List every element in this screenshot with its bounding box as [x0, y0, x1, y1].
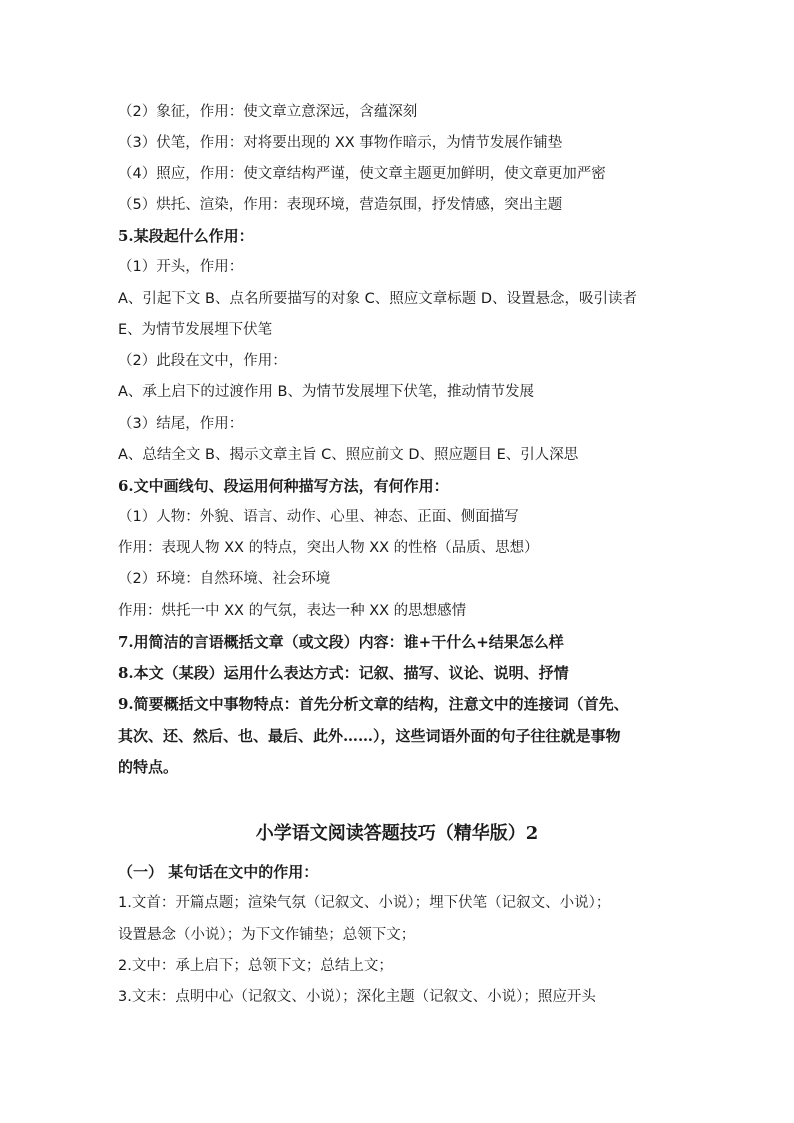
text-line: 作用：烘托一中 XX 的气氛，表达一种 XX 的思想感情	[118, 603, 467, 619]
text-line: A、引起下文 B、点名所要描写的对象 C、照应文章标题 D、设置悬念，吸引读者	[118, 291, 637, 307]
section-heading: 6.文中画线句、段运用何种描写方法，有何作用：	[118, 477, 449, 495]
text-line: （2）象征，作用：使文章立意深远，含蕴深刻	[118, 104, 418, 120]
text-line: 作用：表现人物 XX 的特点，突出人物 XX 的性格（品质、思想）	[118, 540, 539, 556]
text-line: 1.文首：开篇点题；渲染气氛（记叙文、小说）；埋下伏笔（记叙文、小说）；	[118, 895, 611, 911]
text-line: （4）照应，作用：使文章结构严谨，使文章主题更加鲜明，使文章更加严密	[118, 166, 606, 182]
section-heading: 8.本文（某段）运用什么表达方式：记叙、描写、议论、说明、抒情	[118, 664, 569, 682]
section-heading: 5.某段起什么作用：	[118, 227, 254, 245]
text-line: （2）此段在文中，作用：	[118, 353, 287, 369]
text-line: E、为情节发展埋下伏笔	[118, 322, 273, 338]
text-line: 3.文末：点明中心（记叙文、小说）；深化主题（记叙文、小说）；照应开头	[118, 989, 596, 1005]
section-heading: 9.简要概括文中事物特点：首先分析文章的结构，注意文中的连接词（首先、	[118, 695, 629, 713]
section-heading: 的特点。	[118, 758, 179, 776]
text-line: （3）结尾，作用：	[118, 416, 244, 432]
text-line: （1）人物：外貌、语言、动作、心里、神态、正面、侧面描写	[118, 509, 519, 525]
section-heading: 7.用简洁的言语概括文章（或文段）内容：谁+干什么+结果怎么样	[118, 633, 564, 651]
section-heading: 其次、还、然后、也、最后、此外……），这些词语外面的句子往往就是事物	[118, 727, 621, 745]
text-line: 2.文中：承上启下；总领下文；总结上文；	[118, 958, 393, 974]
text-line: （2）环境：自然环境、社会环境	[118, 571, 331, 587]
text-line: （5）烘托、渲染，作用：表现环境，营造氛围，抒发情感，突出主题	[118, 197, 563, 213]
text-line: A、承上启下的过渡作用 B、为情节发展埋下伏笔，推动情节发展	[118, 384, 534, 400]
section-heading: （一） 某句话在文中的作用：	[118, 863, 319, 881]
text-line: A、总结全文 B、揭示文章主旨 C、照应前文 D、照应题目 E、引人深思	[118, 447, 579, 463]
text-line: 设置悬念（小说）；为下文作铺垫；总领下文；	[118, 927, 416, 943]
text-line: （1）开头，作用：	[118, 259, 244, 275]
text-line: （3）伏笔，作用：对将要出现的 XX 事物作暗示，为情节发展作铺垫	[118, 135, 563, 151]
page-title: 小学语文阅读答题技巧（精华版）2	[255, 823, 539, 844]
